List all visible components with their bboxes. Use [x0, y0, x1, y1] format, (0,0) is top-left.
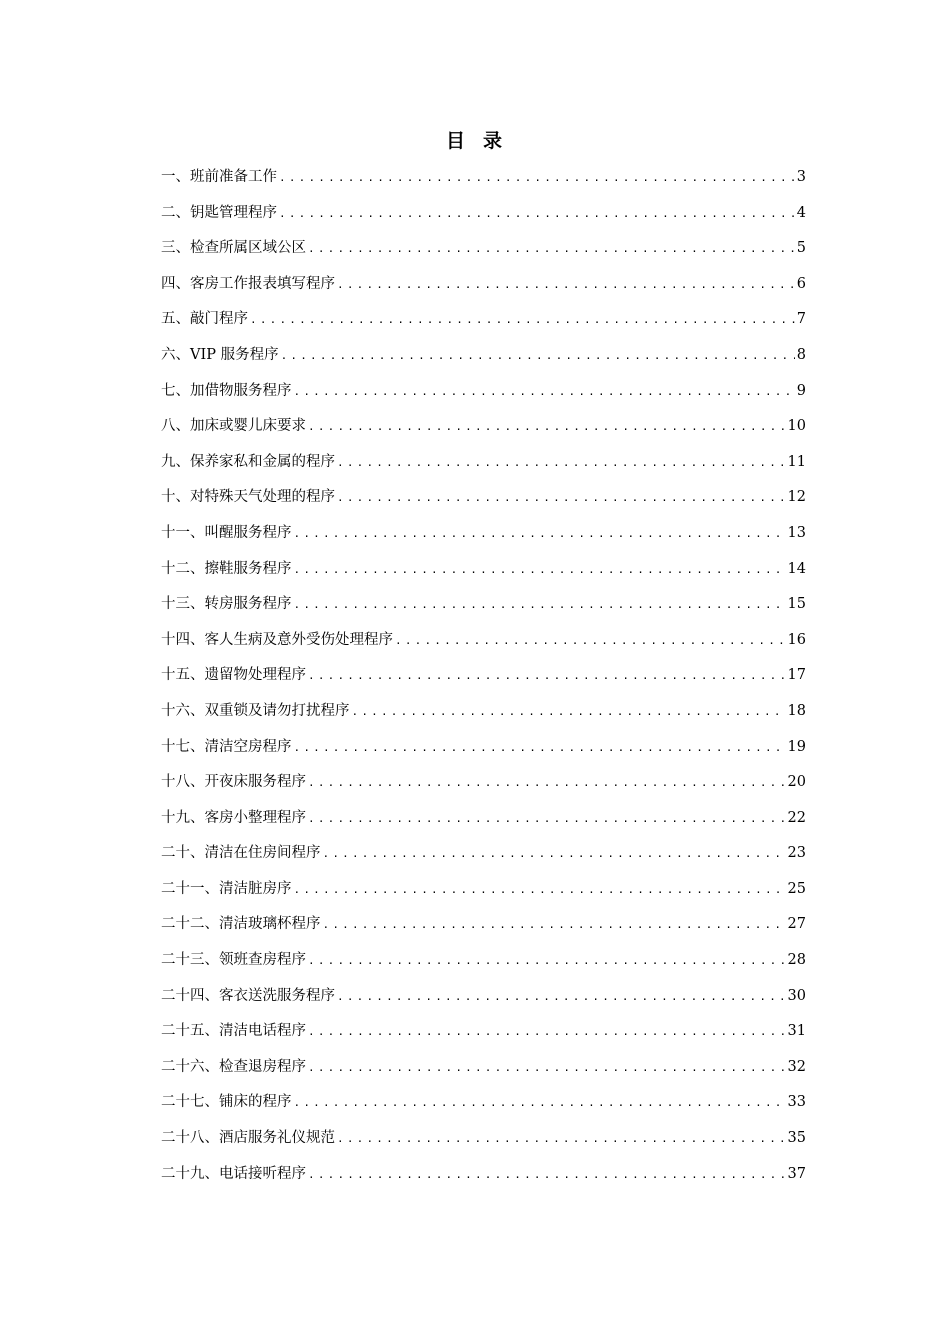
- toc-title: [0, 126, 950, 153]
- toc-entry[interactable]: [161, 445, 806, 481]
- toc-dot-leader: [294, 872, 786, 908]
- toc-entry[interactable]: [161, 872, 806, 908]
- toc-entry-page-number: 19: [787, 738, 806, 755]
- toc-entry-label: 二十、清洁在住房间程序: [161, 845, 321, 862]
- toc-entry-page-number: 4: [796, 204, 806, 221]
- toc-dot-leader: [308, 1157, 786, 1193]
- toc-entry-page-number: 10: [787, 418, 806, 435]
- toc-dot-leader: [279, 196, 795, 232]
- toc-entry[interactable]: [161, 374, 806, 410]
- toc-title-char-2: 录: [483, 130, 505, 152]
- toc-entry-label: 二十四、客衣送洗服务程序: [161, 987, 335, 1004]
- toc-dot-leader: [294, 552, 786, 588]
- toc-entry[interactable]: [161, 943, 806, 979]
- toc-entry-page-number: 25: [787, 880, 806, 897]
- toc-entry-page-number: 8: [796, 346, 806, 363]
- toc-entry-page-number: 9: [796, 382, 806, 399]
- toc-dot-leader: [294, 587, 786, 623]
- toc-title-char-1: 目: [445, 130, 467, 152]
- toc-entry-page-number: 16: [787, 631, 806, 648]
- toc-entry-page-number: 37: [787, 1165, 806, 1182]
- toc-entry[interactable]: [161, 979, 806, 1015]
- toc-dot-leader: [308, 1050, 786, 1086]
- toc-dot-leader: [250, 302, 795, 338]
- toc-entry-page-number: 31: [787, 1023, 806, 1040]
- toc-entry-page-number: 5: [796, 240, 806, 257]
- toc-entry[interactable]: [161, 267, 806, 303]
- toc-entry[interactable]: [161, 160, 806, 196]
- toc-entry[interactable]: [161, 516, 806, 552]
- toc-entry[interactable]: [161, 658, 806, 694]
- toc-dot-leader: [337, 1121, 786, 1157]
- toc-entry-label: 一、班前准备工作: [161, 169, 277, 185]
- toc-entry-label: 十四、客人生病及意外受伤处理程序: [161, 631, 393, 648]
- toc-entry-page-number: 14: [787, 560, 806, 577]
- toc-entry-label: 十、对特殊天气处理的程序: [161, 489, 335, 506]
- toc-entry-page-number: 20: [787, 774, 806, 791]
- toc-dot-leader: [308, 231, 795, 267]
- toc-dot-leader: [337, 445, 786, 481]
- toc-entry-label: 二十五、清洁电话程序: [161, 1023, 306, 1040]
- toc-entry[interactable]: [161, 765, 806, 801]
- toc-dot-leader: [294, 374, 795, 410]
- toc-entry[interactable]: [161, 231, 806, 267]
- toc-entry-label: 三、检查所属区域公区: [161, 240, 306, 257]
- toc-entry-page-number: 27: [787, 916, 806, 933]
- toc-entry-page-number: 22: [787, 809, 806, 826]
- toc-entry-page-number: 23: [787, 845, 806, 862]
- toc-entry-page-number: 13: [787, 524, 806, 541]
- toc-entry-page-number: 35: [787, 1130, 806, 1147]
- toc-entry-page-number: 11: [787, 453, 806, 470]
- toc-entry-label: 二十三、领班查房程序: [161, 952, 306, 969]
- toc-dot-leader: [281, 338, 795, 374]
- toc-dot-leader: [308, 658, 786, 694]
- toc-dot-leader: [352, 694, 786, 730]
- toc-entry-label: 二十六、检查退房程序: [161, 1058, 306, 1075]
- toc-entry[interactable]: [161, 1014, 806, 1050]
- toc-entry-page-number: 3: [796, 169, 806, 185]
- toc-entry-label: 二十一、清洁脏房序: [161, 880, 292, 897]
- toc-list: [161, 160, 806, 1192]
- toc-dot-leader: [308, 801, 786, 837]
- toc-entry-label: 十九、客房小整理程序: [161, 809, 306, 826]
- toc-entry[interactable]: [161, 1085, 806, 1121]
- toc-entry[interactable]: [161, 1050, 806, 1086]
- toc-dot-leader: [294, 1085, 786, 1121]
- toc-entry[interactable]: [161, 1157, 806, 1193]
- toc-entry-label: 十八、开夜床服务程序: [161, 774, 306, 791]
- toc-entry-label: 十五、遗留物处理程序: [161, 667, 306, 684]
- toc-entry[interactable]: [161, 196, 806, 232]
- toc-entry[interactable]: [161, 836, 806, 872]
- toc-dot-leader: [323, 907, 786, 943]
- toc-entry[interactable]: [161, 552, 806, 588]
- toc-entry-page-number: 17: [787, 667, 806, 684]
- toc-dot-leader: [294, 730, 786, 766]
- toc-entry-page-number: 32: [787, 1058, 806, 1075]
- toc-entry-label: 十六、双重锁及请勿打扰程序: [161, 702, 350, 719]
- toc-entry-label: 十三、转房服务程序: [161, 596, 292, 613]
- toc-entry[interactable]: [161, 587, 806, 623]
- toc-entry-label: 六、VIP 服务程序: [161, 346, 279, 363]
- toc-dot-leader: [395, 623, 786, 659]
- toc-entry-page-number: 15: [787, 596, 806, 613]
- toc-dot-leader: [308, 943, 786, 979]
- toc-entry-label: 九、保养家私和金属的程序: [161, 453, 335, 470]
- toc-entry-label: 二十七、铺床的程序: [161, 1094, 292, 1111]
- toc-entry-label: 二十二、清洁玻璃杯程序: [161, 916, 321, 933]
- toc-entry[interactable]: [161, 480, 806, 516]
- toc-entry-page-number: 6: [796, 275, 806, 292]
- toc-entry-label: 十一、叫醒服务程序: [161, 524, 292, 541]
- toc-dot-leader: [294, 516, 786, 552]
- toc-entry[interactable]: [161, 409, 806, 445]
- toc-entry-label: 五、敲门程序: [161, 311, 248, 328]
- toc-dot-leader: [337, 979, 786, 1015]
- toc-entry-label: 十七、清洁空房程序: [161, 738, 292, 755]
- toc-dot-leader: [337, 267, 795, 303]
- toc-entry-page-number: 18: [787, 702, 806, 719]
- toc-entry-label: 二十九、电话接听程序: [161, 1165, 306, 1182]
- toc-entry[interactable]: [161, 1121, 806, 1157]
- toc-entry[interactable]: [161, 694, 806, 730]
- toc-entry-label: 八、加床或婴儿床要求: [161, 418, 306, 435]
- toc-entry-page-number: 30: [787, 987, 806, 1004]
- toc-dot-leader: [279, 160, 795, 196]
- toc-dot-leader: [337, 480, 786, 516]
- toc-dot-leader: [308, 409, 786, 445]
- toc-entry[interactable]: [161, 302, 806, 338]
- toc-dot-leader: [308, 1014, 786, 1050]
- toc-entry[interactable]: [161, 623, 806, 659]
- toc-entry[interactable]: [161, 907, 806, 943]
- toc-entry-label: 二、钥匙管理程序: [161, 204, 277, 221]
- toc-entry[interactable]: [161, 801, 806, 837]
- toc-entry-page-number: 7: [796, 311, 806, 328]
- toc-dot-leader: [323, 836, 786, 872]
- toc-entry-label: 二十八、酒店服务礼仪规范: [161, 1130, 335, 1147]
- toc-entry-label: 十二、擦鞋服务程序: [161, 560, 292, 577]
- toc-dot-leader: [308, 765, 786, 801]
- toc-entry-label: 四、客房工作报表填写程序: [161, 275, 335, 292]
- toc-entry[interactable]: [161, 730, 806, 766]
- toc-entry-label: 七、加借物服务程序: [161, 382, 292, 399]
- toc-entry-page-number: 33: [787, 1094, 806, 1111]
- toc-entry-page-number: 28: [787, 952, 806, 969]
- toc-entry-page-number: 12: [787, 489, 806, 506]
- toc-entry[interactable]: [161, 338, 806, 374]
